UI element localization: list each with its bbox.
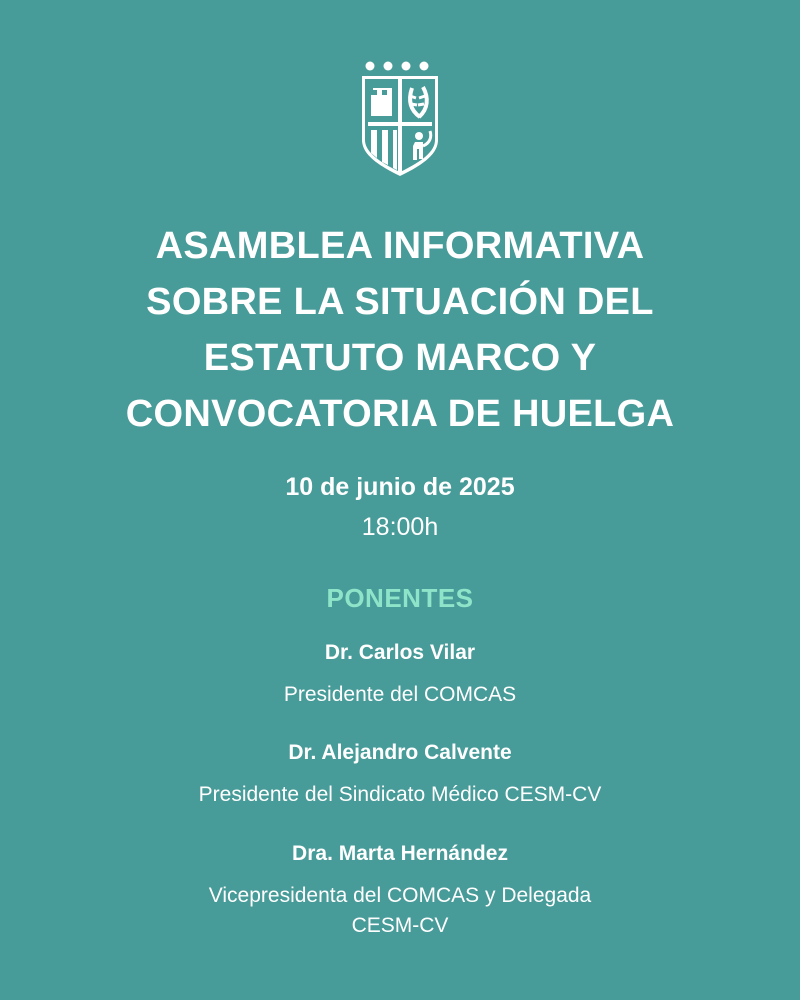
speaker-card bbox=[60, 639, 740, 710]
event-title-line: SOBRE LA SITUACIÓN DEL bbox=[146, 281, 654, 323]
event-title-line: CONVOCATORIA DE HUELGA bbox=[125, 393, 675, 435]
shield-crest-icon bbox=[350, 58, 450, 178]
speakers-heading: PONENTES bbox=[326, 583, 474, 613]
event-title-line: ASAMBLEA INFORMATIVA bbox=[155, 225, 645, 267]
speaker-card bbox=[60, 739, 740, 810]
speaker-name: Dr. Carlos Vilar bbox=[324, 641, 476, 664]
event-title bbox=[40, 218, 760, 442]
speaker-role-line: CESM-CV bbox=[351, 914, 449, 937]
speaker-role-line: Vicepresidenta del COMCAS y Delegada bbox=[208, 884, 592, 907]
speaker-role: Presidente del Sindicato Médico CESM-CV bbox=[198, 783, 602, 806]
speaker-role bbox=[60, 881, 740, 941]
speaker-card bbox=[60, 840, 740, 941]
speaker-name: Dra. Marta Hernández bbox=[292, 842, 508, 865]
event-title-line: ESTATUTO MARCO Y bbox=[203, 337, 597, 379]
event-date: 10 de junio de 2025 bbox=[285, 473, 515, 501]
event-time: 18:00h bbox=[361, 513, 439, 541]
speaker-name: Dr. Alejandro Calvente bbox=[288, 741, 512, 764]
speaker-role: Presidente del COMCAS bbox=[283, 683, 517, 706]
